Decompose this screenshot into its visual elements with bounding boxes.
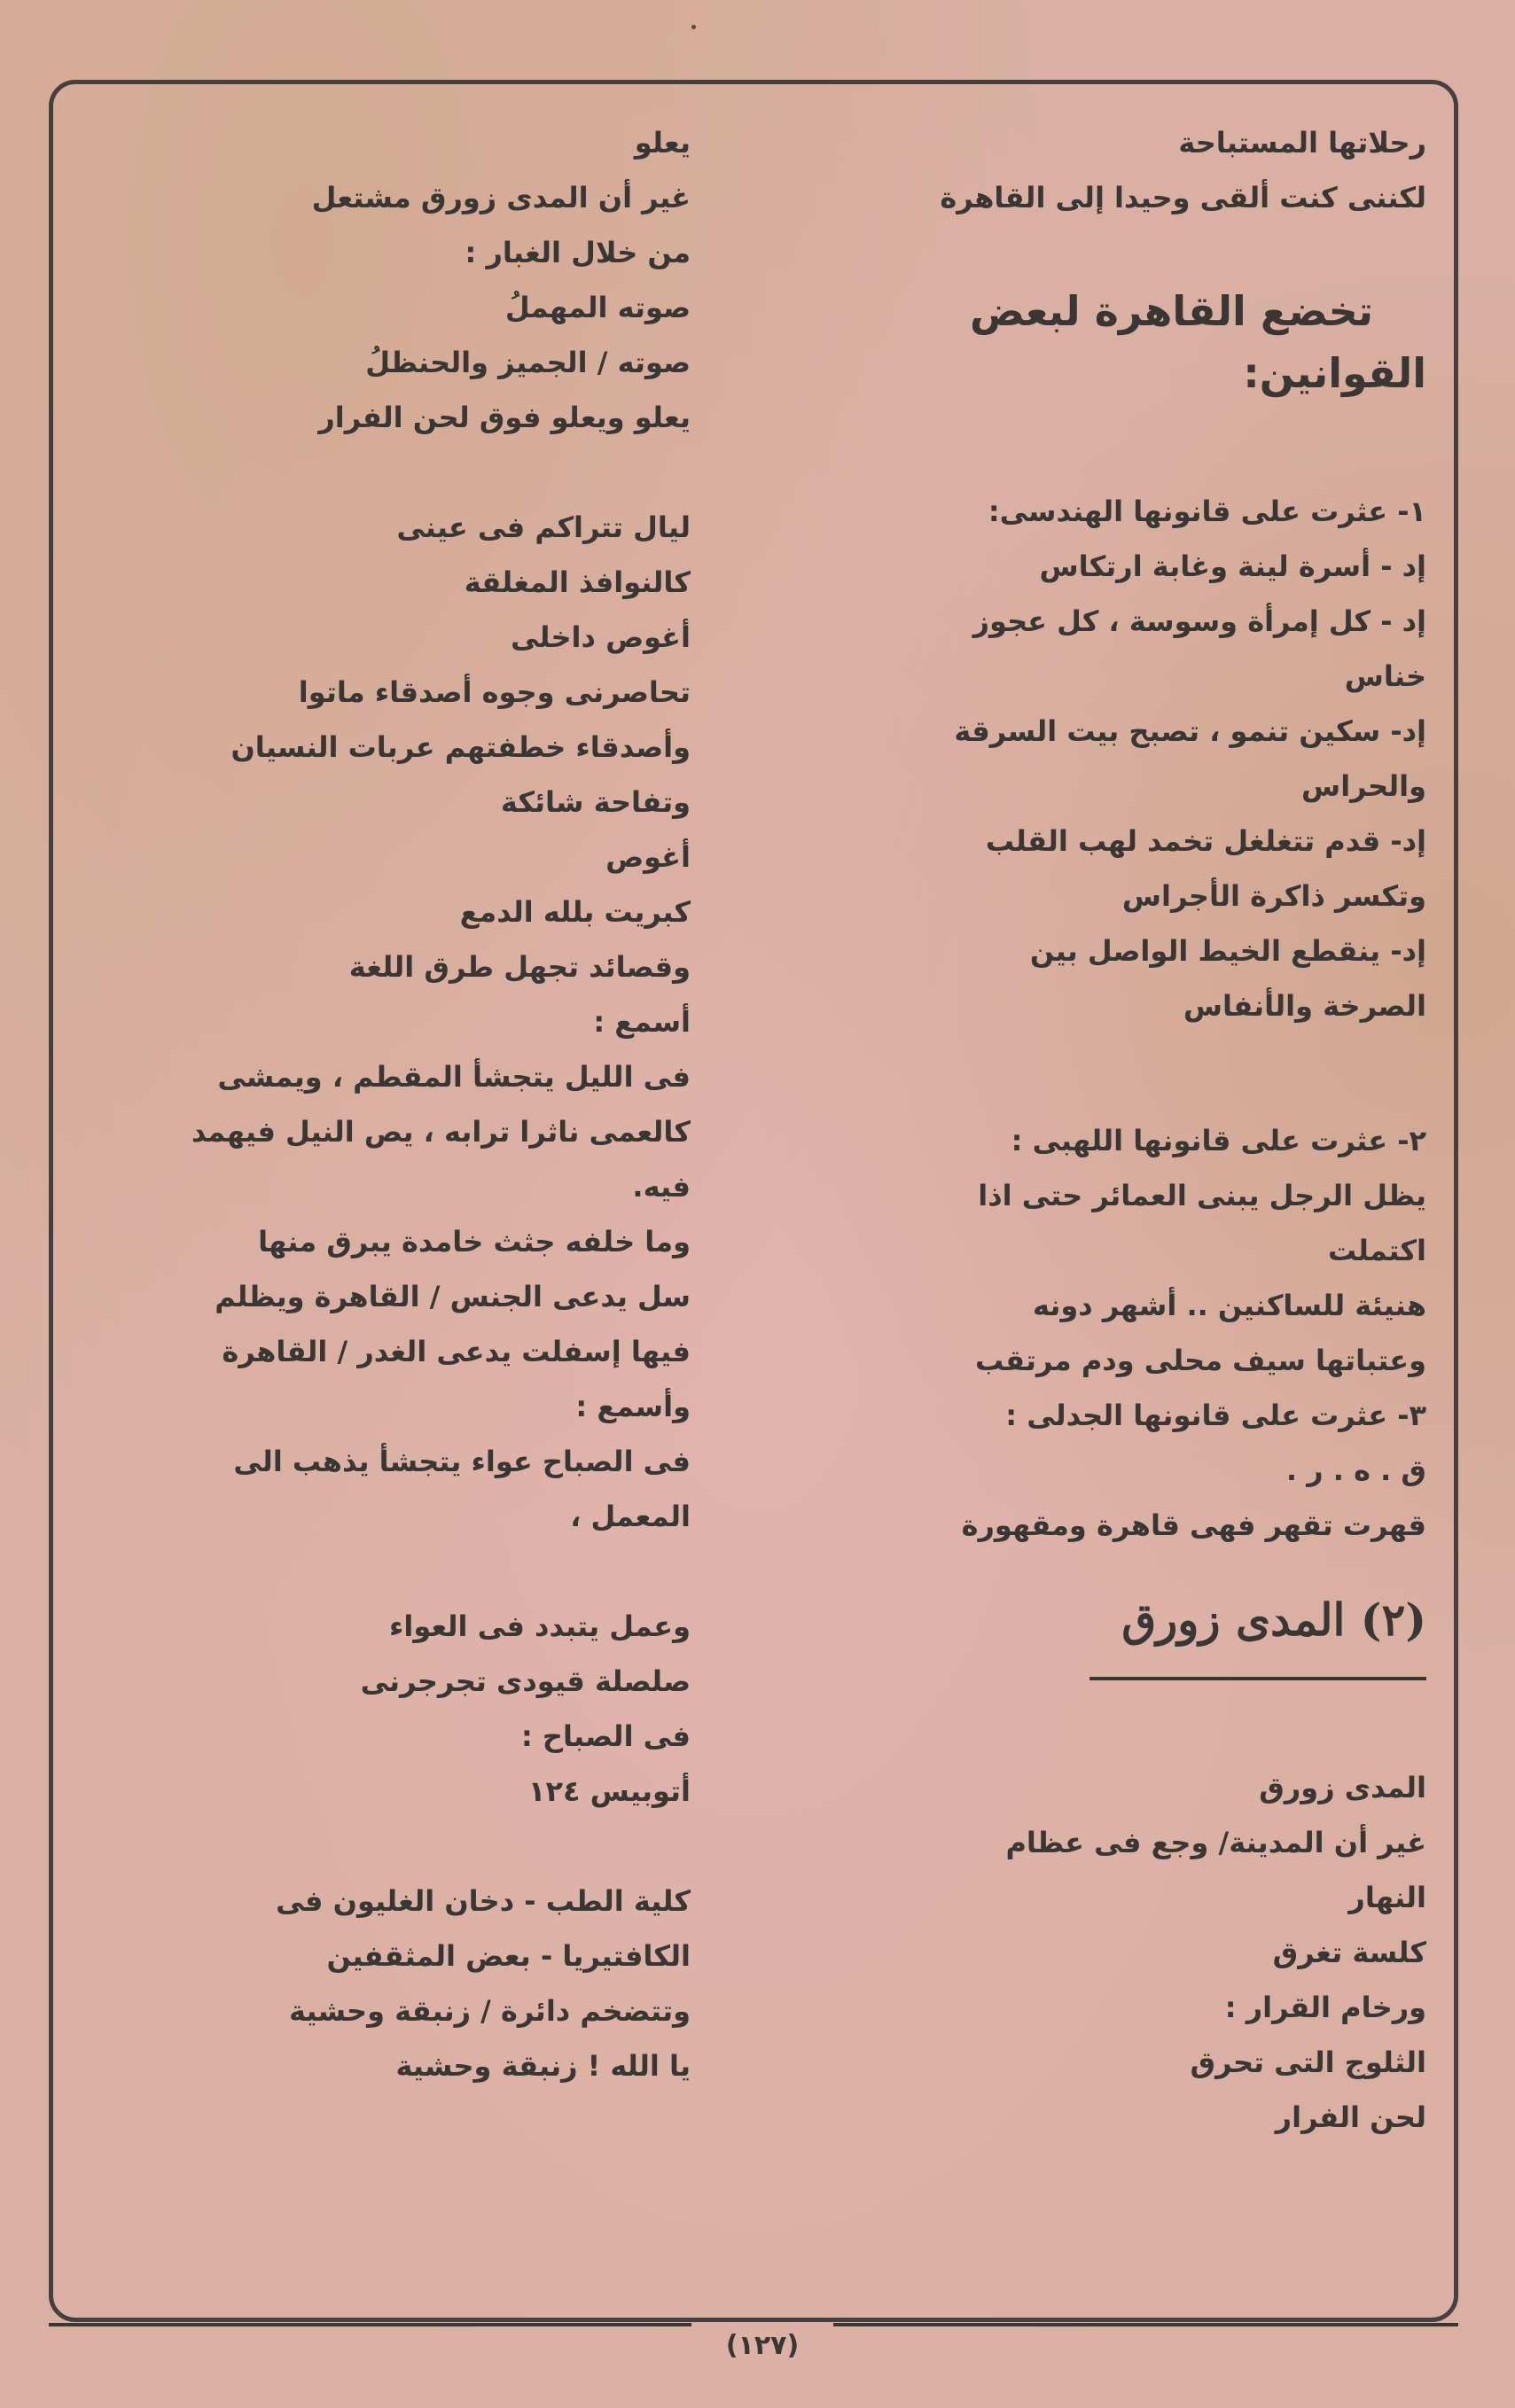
law-title: ١- عثرت على قانونها الهندسى: <box>988 495 1426 528</box>
page-footer <box>0 2318 1515 2389</box>
right-column <box>806 115 1426 2145</box>
poem-line: تحاصرنى وجوه أصدقاء ماتوا <box>298 675 691 709</box>
poem-line: والحراس <box>1301 769 1426 803</box>
poem-line: إد- ينقطع الخيط الواصل بين <box>1029 934 1426 968</box>
poem-line: وعمل يتبدد فى العواء <box>389 1609 691 1643</box>
law-title: ٣- عثرت على قانونها الجدلى : <box>1005 1399 1426 1432</box>
footer-rule <box>833 2323 1458 2326</box>
poem-line: من خلال الغبار : <box>465 236 691 269</box>
poem-line: غير أن المدى زورق مشتعل <box>311 181 691 214</box>
footer-rule <box>49 2323 691 2326</box>
poem-line: فى الصباح : <box>520 1719 691 1753</box>
section-heading: تخضع القاهرة لبعض <box>969 287 1373 335</box>
poem-line: المعمل ، <box>570 1500 691 1533</box>
poem-line: أسمع : <box>593 1005 691 1039</box>
poem-line: إد - كل إمرأة وسوسة ، كل عجوز <box>972 604 1426 638</box>
poem-line: فى الصباح عواء يتجشأ يذهب الى <box>233 1445 691 1478</box>
poem-line: كلسة تغرق <box>1272 1936 1426 1969</box>
poem-line: وتكسر ذاكرة الأجراس <box>1121 879 1426 913</box>
poem-line: أغوص <box>605 840 691 874</box>
poem-line: وتتضخم دائرة / زنبقة وحشية <box>288 1994 691 2028</box>
poem-line: اكتملت <box>1327 1234 1426 1267</box>
poem-line: إد- سكين تنمو ، تصبح بيت السرقة <box>954 714 1426 748</box>
poem-line: وأسمع : <box>575 1390 691 1423</box>
poem-line: الصرخة والأنفاس <box>1183 989 1426 1023</box>
poem-line: الثلوج التى تحرق <box>1190 2046 1426 2079</box>
poem-line: يا الله ! زنبقة وحشية <box>395 2049 691 2083</box>
poem-line: الكافتيريا - بعض المثقفين <box>326 1939 691 1973</box>
poem-line: كالنوافذ المغلقة <box>464 565 691 599</box>
poem-line: سل يدعى الجنس / القاهرة ويظلم <box>215 1280 691 1313</box>
poem-line: يعلو <box>634 126 691 160</box>
poem-line: فيها إسفلت يدعى الغدر / القاهرة <box>222 1335 691 1368</box>
section-heading: القوانين: <box>1243 349 1426 397</box>
poem-line: يعلو ويعلو فوق لحن الفرار <box>318 401 691 434</box>
poem-line: إد- قدم تتغلغل تخمد لهب القلب <box>985 824 1426 858</box>
poem-line: لحن الفرار <box>1275 2100 1426 2134</box>
poem-line: وعتباتها سيف محلى ودم مرتقب <box>975 1344 1426 1377</box>
poem-line: المدى زورق <box>1259 1771 1426 1804</box>
poem-line: صوته / الجميز والحنظلُ <box>365 346 691 379</box>
poem-line: خناس <box>1344 659 1426 693</box>
poem-line: ق . ه . ر . <box>1285 1453 1426 1487</box>
poem-line: يظل الرجل يبنى العمائر حتى اذا <box>978 1179 1426 1212</box>
left-column <box>52 115 691 2093</box>
poem-line: لكننى كنت ألقى وحيدا إلى القاهرة <box>940 181 1426 214</box>
poem-line: وأصدقاء خطفتهم عربات النسيان <box>230 730 691 764</box>
poem-line: صوته المهملُ <box>504 291 691 324</box>
poem-line: إد - أسرة لينة وغابة ارتكاس <box>1039 549 1426 583</box>
poem-line: هنيئة للساكنين .. أشهر دونه <box>1032 1289 1426 1322</box>
poem-line: صلصلة قيودى تجرجرنى <box>360 1664 691 1698</box>
poem-line: كلية الطب - دخان الغليون فى <box>276 1884 691 1918</box>
page-number: (١٢٧) <box>725 2330 800 2361</box>
section-title: (٢) المدى زورق <box>1121 1594 1426 1646</box>
print-speck <box>691 25 696 29</box>
poem-line: ليال تتراكم فى عينى <box>396 510 691 544</box>
poem-line: أتوبيس ١٢٤ <box>527 1774 691 1808</box>
poem-line: غير أن المدينة/ وجع فى عظام <box>1005 1826 1426 1859</box>
poem-line: النهار <box>1348 1881 1426 1914</box>
poem-line: وما خلفه جثث خامدة يبرق منها <box>258 1225 691 1259</box>
poem-line: رحلاتها المستباحة <box>1178 126 1426 160</box>
poem-line: قهرت تقهر فهى قاهرة ومقهورة <box>961 1508 1426 1542</box>
poem-line: ورخام القرار : <box>1224 1991 1426 2024</box>
poem-line: فيه. <box>632 1170 691 1204</box>
poem-line: فى الليل يتجشأ المقطم ، ويمشى <box>217 1060 691 1094</box>
poem-line: وتفاحة شائكة <box>500 785 691 819</box>
poem-line: كبريت بلله الدمع <box>459 895 691 929</box>
poem-line: أغوص داخلى <box>511 620 691 654</box>
poem-line: وقصائد تجهل طرق اللغة <box>348 950 691 984</box>
law-title: ٢- عثرت على قانونها اللهبى : <box>1011 1124 1426 1157</box>
poem-line: كالعمى ناثرا ترابه ، يص النيل فيهمد <box>191 1115 691 1149</box>
